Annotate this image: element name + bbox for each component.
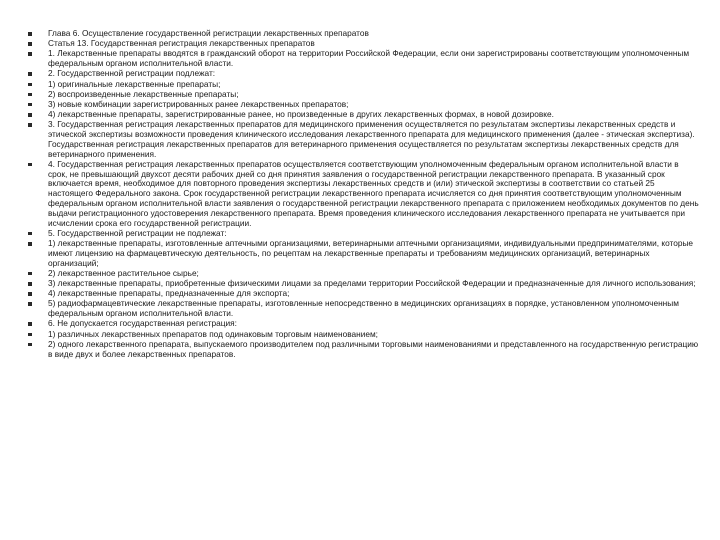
bullet-icon [28, 272, 32, 276]
list-item-text: 5) радиофармацевтические лекарственные препараты, изготовленные непосредственно в медицинских организациях в порядке, установленном уполномоченным федеральным органом исполнительной власти. [48, 298, 679, 319]
list-item-text: 4) лекарственные препараты, зарегистрированные ранее, но произведенные в других лекарственных формах, в новой дозировке. [48, 109, 554, 120]
list-item [28, 120, 700, 159]
bullet-icon [28, 232, 32, 236]
bullet-icon [28, 292, 32, 296]
bullet-icon [28, 343, 32, 347]
list-item [28, 340, 700, 360]
list-item-text: 1) лекарственные препараты, изготовленные аптечными организациями, ветеринарными аптечными организациями, индивидуальными предпринимателями, которые имеют лицензию на фармацевтическую деятельность, по рецептам на лекарственные препараты и требованиям медицинских организаций, ветеринарных организаций; [48, 238, 694, 268]
list-item-text: 1) оригинальные лекарственные препараты; [48, 78, 221, 89]
list-item [28, 49, 700, 69]
bullet-icon [28, 93, 32, 97]
list-item-text: 6. Не допускается государственная регистрация: [48, 318, 237, 329]
list-item-text: 2) одного лекарственного препарата, выпускаемого производителем под различными торговыми наименованиями и представленного на государственную регистрацию в виде двух и более лекарственных препаратов. [48, 338, 699, 359]
list-item [28, 239, 700, 268]
bullet-icon [28, 113, 32, 117]
list-item-text: 2) лекарственное растительное сырье; [48, 267, 199, 278]
list-item [28, 160, 700, 229]
list-item [28, 299, 700, 319]
bullet-icon [28, 42, 32, 46]
bullet-icon [28, 242, 32, 246]
bullet-icon [28, 83, 32, 87]
bullet-icon [28, 322, 32, 326]
list-item-text: 3. Государственная регистрация лекарственных препаратов для медицинского применения осуществляется по результатам экспертизы лекарственных средств и этической экспертизы возможности проведения клинического исследования лекарственного препарата для медицинского применения (далее - этическая экспертиза). Государственная регистрация лекарственных препаратов для ветеринарного применения осуществляется по результатам экспертизы лекарственных средств для ветеринарного применения. [48, 119, 695, 159]
list-item-text: 3) новые комбинации зарегистрированных ранее лекарственных препаратов; [48, 98, 349, 109]
bullet-icon [28, 103, 32, 107]
bullet-icon [28, 32, 32, 36]
list-item-text: Статья 13. Государственная регистрация лекарственных препаратов [48, 38, 315, 49]
list-item-text: Глава 6. Осуществление государственной регистрации лекарственных препаратов [48, 28, 369, 38]
bullet-icon [28, 302, 32, 306]
list-item-text: 4. Государственная регистрация лекарственных препаратов осуществляется соответствующим уполномоченным федеральным органом исполнительной власти в срок, не превышающий двухсот десяти рабочих дней со дня принятия заявления о государственной регистрации лекарственного препарата. В указанный срок включается время, необходимое для повторного проведения экспертизы лекарственных средств и (или) этической экспертизы в соответствии со статьей 25 настоящего Федерального закона. Срок государственной регистрации лекарственного препарата исчисляется со дня принятия соответствующим уполномоченным федеральным органом исполнительной власти заявления о государственной регистрации лекарственного препарата с приложением необходимых документов по день выдачи регистрационного удостоверения лекарственного препарата. Время проведения клинического исследования лекарственного препарата не учитывается при исчислении срока его государственной регистрации. [48, 158, 699, 228]
bullet-list [28, 29, 700, 360]
list-item-text: 1. Лекарственные препараты вводятся в гражданский оборот на территории Российской Федерации, если они зарегистрированы соответствующим уполномоченным федеральным органом исполнительной власти. [48, 48, 690, 69]
bullet-icon [28, 163, 32, 167]
bullet-icon [28, 282, 32, 286]
list-item-text: 2) воспроизведенные лекарственные препараты; [48, 88, 239, 99]
list-item-text: 1) различных лекарственных препаратов под одинаковым торговым наименованием; [48, 328, 378, 339]
list-item-text: 5. Государственной регистрации не подлежат: [48, 227, 227, 238]
list-item-text: 3) лекарственные препараты, приобретенные физическими лицами за пределами территории Российской Федерации и предназначенные для личного использования; [48, 278, 696, 288]
bullet-icon [28, 333, 32, 337]
bullet-icon [28, 72, 32, 76]
list-item-text: 2. Государственной регистрации подлежат: [48, 68, 216, 79]
bullet-icon [28, 123, 32, 127]
list-item-text: 4) лекарственные препараты, предназначенные для экспорта; [48, 288, 290, 299]
bullet-icon [28, 52, 32, 56]
